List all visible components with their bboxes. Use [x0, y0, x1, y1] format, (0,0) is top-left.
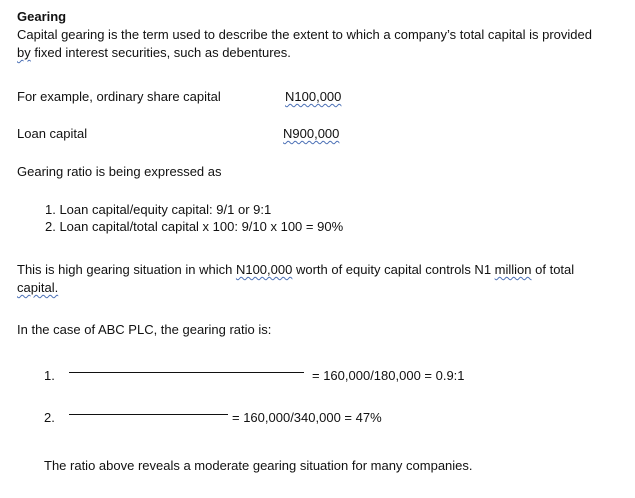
abc-intro: In the case of ABC PLC, the gearing ratio is:	[17, 322, 272, 337]
ratio-list-item-2: 2. Loan capital/total capital x 100: 9/10 x 100 = 90%	[45, 219, 344, 234]
high-gearing-text-2: worth of equity capital controls N1	[292, 262, 495, 277]
abc-item-1-number: 1.	[44, 368, 55, 383]
abc-item-2-number: 2.	[44, 410, 55, 425]
ratio-intro: Gearing ratio is being expressed as	[17, 164, 222, 179]
loan-capital-label: Loan capital	[17, 126, 88, 141]
loan-capital-value: N900,000	[283, 126, 340, 141]
document-title: Gearing	[17, 9, 67, 24]
share-capital-label: For example, ordinary share capital	[17, 89, 221, 104]
definition-word-by: by	[17, 45, 31, 60]
high-gearing-line-2: capital.	[17, 280, 59, 295]
high-gearing-text-1: This is high gearing situation in which	[17, 262, 236, 277]
definition-line-2-rest: fixed interest securities, such as debentures.	[30, 45, 291, 60]
abc-item-2-fraction-line	[69, 414, 228, 415]
share-capital-value: N100,000	[285, 89, 342, 104]
high-gearing-amount: N100,000	[235, 262, 293, 277]
abc-item-1-formula: = 160,000/180,000 = 0.9:1	[312, 368, 465, 383]
ratio-list-item-1: 1. Loan capital/equity capital: 9/1 or 9:1	[45, 202, 272, 217]
high-gearing-million: million	[494, 262, 532, 277]
conclusion: The ratio above reveals a moderate gearing situation for many companies.	[44, 458, 473, 473]
abc-item-1-fraction-line	[69, 372, 304, 373]
high-gearing-text-3: of total	[531, 262, 575, 277]
high-gearing-line-1	[17, 261, 574, 278]
abc-item-2-formula: = 160,000/340,000 = 47%	[232, 410, 382, 425]
definition-line-2	[17, 44, 291, 61]
definition-line-1: Capital gearing is the term used to describe the extent to which a company’s total capital is provided	[17, 27, 592, 42]
